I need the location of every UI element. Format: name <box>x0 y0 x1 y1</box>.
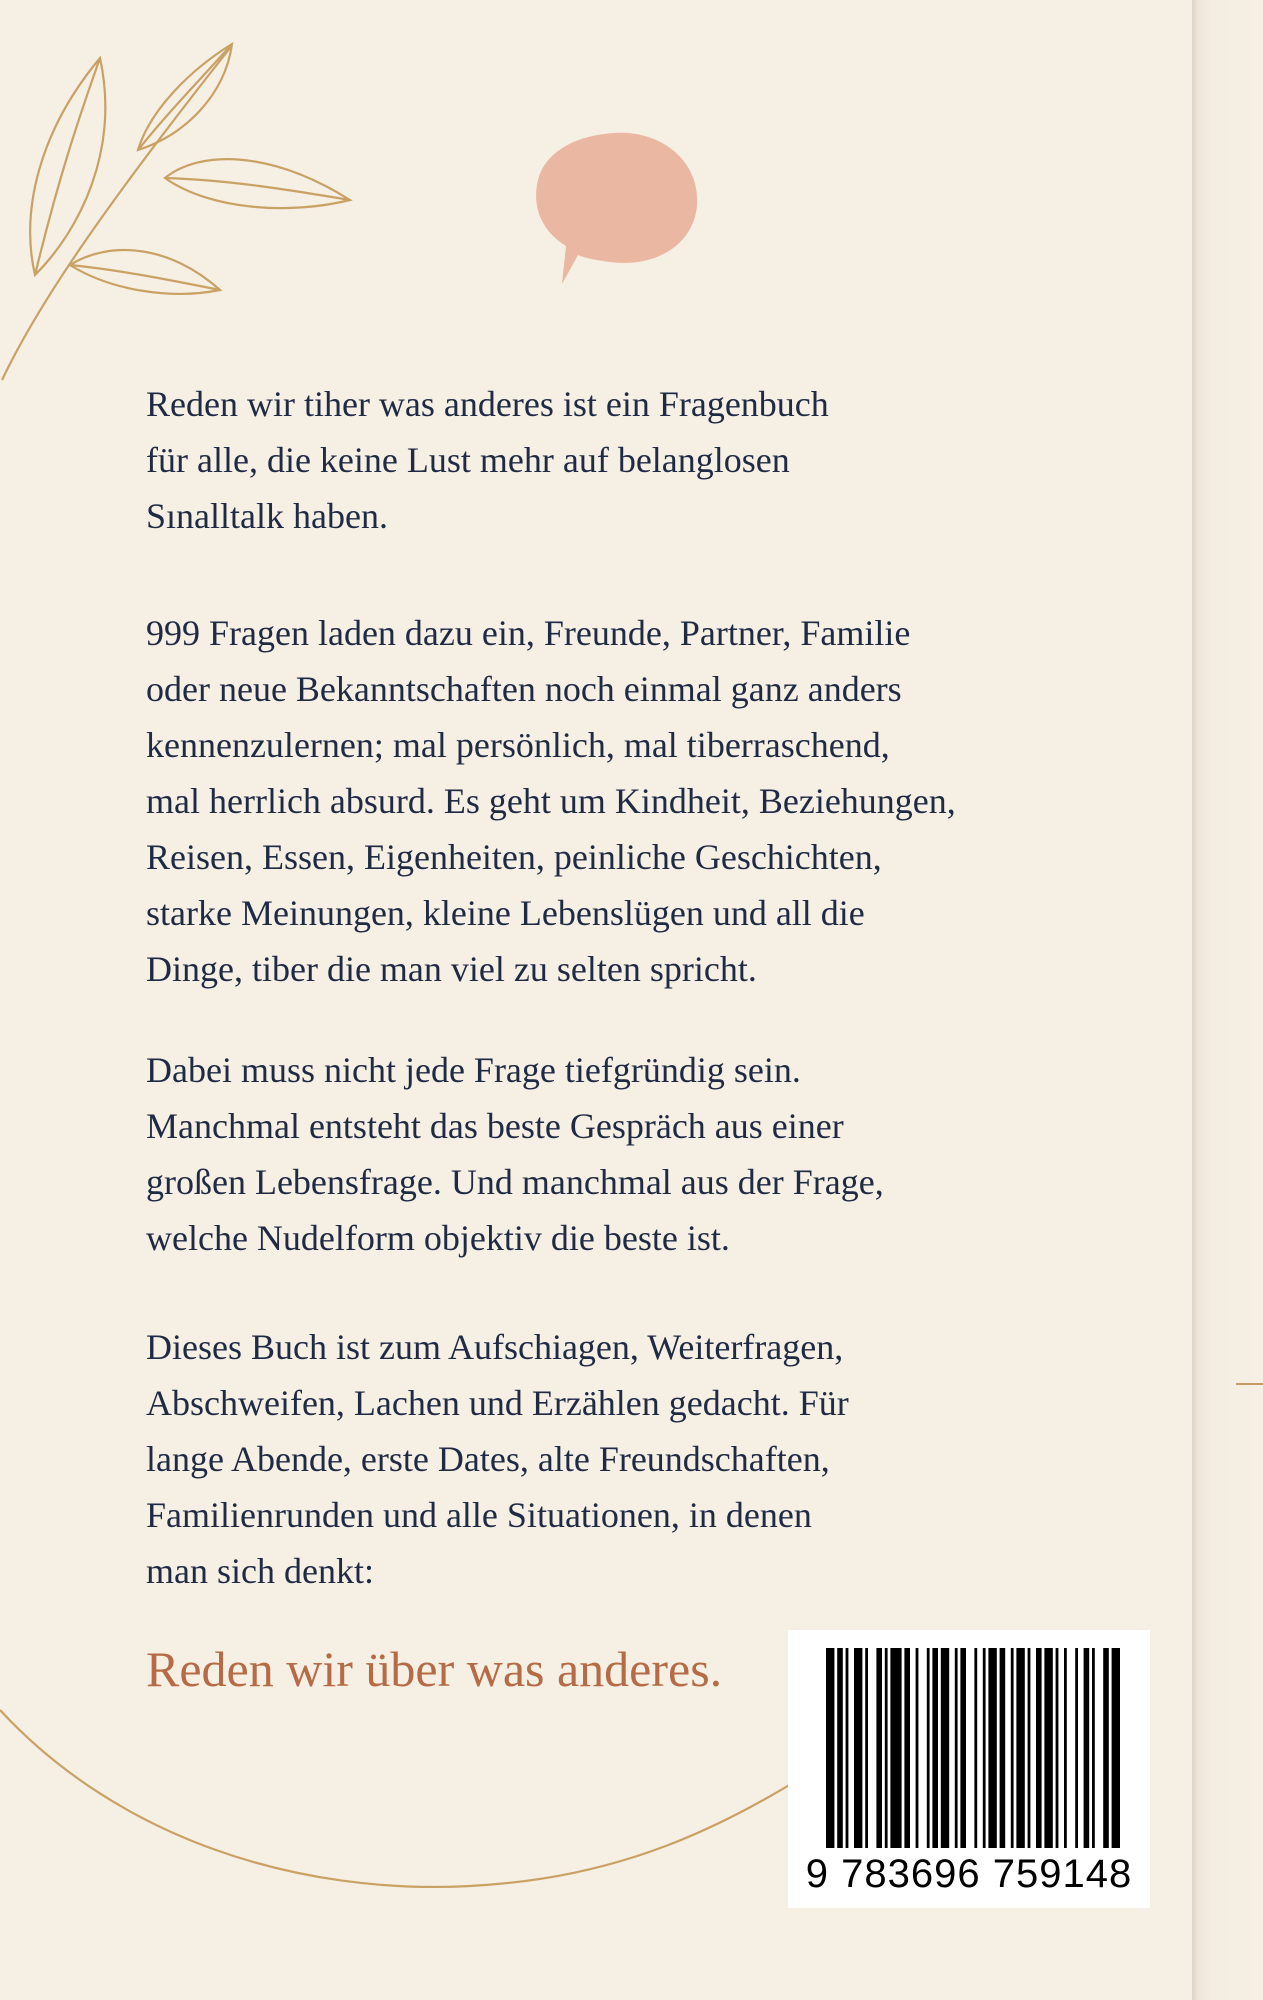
speech-bubble-icon <box>536 133 697 284</box>
barcode-digits: 9 783696 759148 <box>805 1852 1133 1896</box>
barcode-bar <box>1084 1648 1090 1848</box>
leaf-branch-icon <box>2 44 350 380</box>
barcode-bar <box>988 1648 996 1848</box>
barcode-bar <box>1092 1648 1095 1848</box>
blurb-paragraph-4: Dieses Buch ist zum Aufschiagen, Weiterfragen, Abschweifen, Lachen und Erzählen gedacht. Für lange Abende, erste Dates, alte Freundschaften, Familienrunden und alle Situationen, in denen man sich denkt: <box>146 1327 849 1591</box>
blurb-paragraph-1: Reden wir tiher was anderes ist ein Fragenbuch für alle, die keine Lust mehr auf belanglosen Sınalltalk haben. <box>146 384 829 536</box>
barcode-bar <box>1044 1648 1052 1848</box>
barcode-bar <box>960 1648 966 1848</box>
barcode-bar <box>865 1648 868 1848</box>
barcode-bar <box>1016 1648 1024 1848</box>
barcode-bar <box>1112 1648 1120 1848</box>
decorative-curve <box>0 1710 830 1887</box>
barcode-bar <box>932 1648 938 1848</box>
tagline: Reden wir über was anderes. <box>146 1641 723 1697</box>
barcode-bar <box>955 1648 958 1848</box>
barcode-bar <box>974 1648 977 1848</box>
barcode-bar <box>904 1648 910 1848</box>
book-spine <box>1192 0 1263 2000</box>
barcode-bar <box>1036 1648 1042 1848</box>
barcode-bar <box>826 1648 834 1848</box>
barcode-bar <box>1056 1648 1059 1848</box>
barcode-bar <box>1103 1648 1109 1848</box>
barcode-bar <box>941 1648 949 1848</box>
barcode-bar <box>1075 1648 1078 1848</box>
barcode-bar <box>1028 1648 1031 1848</box>
spine-divider-line <box>1236 1383 1263 1385</box>
barcode-bar <box>927 1648 930 1848</box>
barcode-bars <box>788 1630 1150 1860</box>
barcode-bar <box>837 1648 843 1848</box>
barcode-bar <box>876 1648 882 1848</box>
barcode-bar <box>846 1648 849 1848</box>
barcode-bar <box>890 1648 901 1848</box>
barcode-bar <box>983 1648 986 1848</box>
blurb-paragraph-2: 999 Fragen laden dazu ein, Freunde, Partner, Familie oder neue Bekanntschaften noch einmal ganz anders kennenzulernen; mal persönlich, mal tiberraschend, mal herrlich absurd. Es geht um Kindheit, Beziehungen, Reisen, Essen, Eigenheiten, peinliche Geschichten, starke Meinungen, kleine Lebenslügen und all die Dinge, tiber die man viel zu selten spricht. <box>146 613 956 989</box>
blurb-paragraph-3: Dabei muss nicht jede Frage tiefgründig sein. Manchmal entsteht das beste Gespräch aus einer großen Lebensfrage. Und manchmal aus der Frage, welche Nudelform objektiv die beste ist. <box>146 1050 884 1258</box>
barcode-bar <box>1011 1648 1014 1848</box>
barcode-bar <box>916 1648 919 1848</box>
barcode-bar <box>854 1648 862 1848</box>
barcode-bar <box>885 1648 888 1848</box>
barcode-bar <box>1000 1648 1006 1848</box>
isbn-barcode <box>788 1630 1150 1908</box>
barcode-bar <box>1064 1648 1067 1848</box>
